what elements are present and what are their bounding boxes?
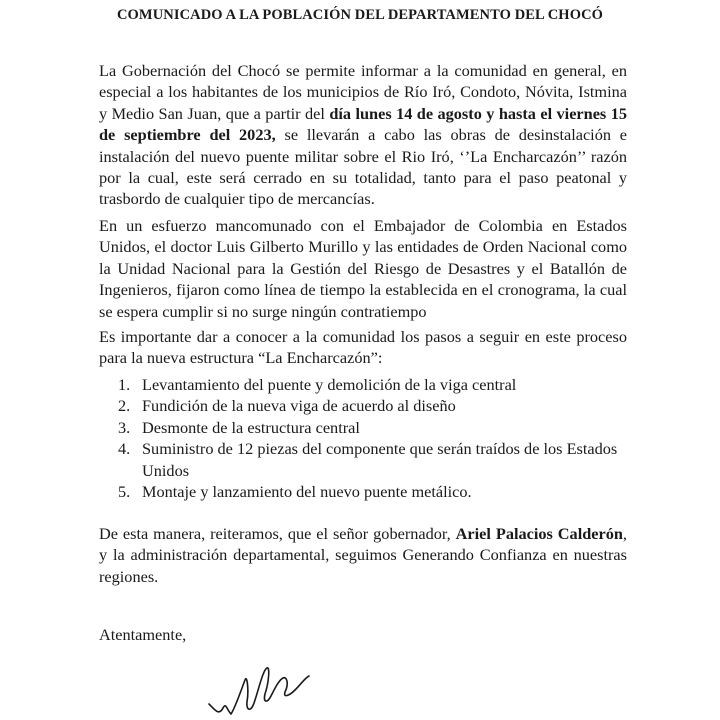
list-item-text: Fundición de la nueva viga de acuerdo al diseño xyxy=(142,396,456,416)
list-item-number: 5. xyxy=(118,482,131,502)
list-item xyxy=(118,395,628,416)
list-item-number: 3. xyxy=(118,417,131,437)
list-item-number: 4. xyxy=(118,439,131,459)
list-item-number: 2. xyxy=(118,396,131,416)
list-item xyxy=(118,481,628,502)
signature-image xyxy=(205,660,325,720)
list-item-text: Montaje y lanzamiento del nuevo puente metálico. xyxy=(142,482,472,502)
paragraph-text: La Gobernación del Chocó se permite informar a la comunidad en general, en especial a los habitantes de los municipios de Río Iró, Condoto, Nóvita, Istmina y Medio San Juan, que a partir del xyxy=(99,61,627,123)
list-item xyxy=(118,374,628,395)
paragraph-announcement xyxy=(99,60,627,210)
date-range-bold: día lunes 14 de agosto y hasta el viernes 15 de septiembre del 2023, xyxy=(99,103,627,145)
governor-name-bold: Ariel Palacios Calderón xyxy=(455,524,623,543)
paragraph-text: , y la administración departamental, seguimos Generando Confianza en nuestras regiones. xyxy=(99,524,627,586)
list-item-text: Suministro de 12 piezas del componente que serán traídos de los Estados Unidos xyxy=(142,439,618,480)
steps-list xyxy=(118,374,628,502)
document-title: COMUNICADO A LA POBLACIÓN DEL DEPARTAMENTO DEL CHOCÓ xyxy=(116,7,604,23)
list-item-number: 1. xyxy=(118,375,131,394)
paragraph-closing-statement xyxy=(99,523,627,587)
list-item-text: Desmonte de la estructura central xyxy=(142,417,360,437)
paragraph-text: se llevarán a cabo las obras de desinstalación e instalación del nuevo puente militar sobre el Rio Iró, ‘’La Encharcazón’’ razón por la cual, este será cerrado en su totalidad, tanto para el paso peatonal y trasbordo de cualquier tipo de mercancías. xyxy=(99,125,628,209)
closing-salutation: Atentamente, xyxy=(99,625,187,644)
paragraph-collaboration: En un esfuerzo mancomunado con el Embajador de Colombia en Estados Unidos, el doctor Luis Gilberto Murillo y las entidades de Orden Nacional como la Unidad Nacional para la Gestión del Riesgo de Desastres y el Batallón de Ingenieros, fijaron como línea de tiempo la establecida en el cronograma, la cual se espera cumplir si no surge ningún contratiempo xyxy=(99,216,627,321)
list-item xyxy=(118,417,628,438)
paragraph-text: De esta manera, reiteramos, que el señor gobernador, xyxy=(99,524,456,543)
paragraph-steps-intro: Es importante dar a conocer a la comunidad los pasos a seguir en este proceso para la nueva estructura “La Encharcazón”: xyxy=(99,327,627,368)
list-item xyxy=(118,438,628,481)
list-item-text: Levantamiento del puente y demolición de la viga central xyxy=(142,375,517,394)
